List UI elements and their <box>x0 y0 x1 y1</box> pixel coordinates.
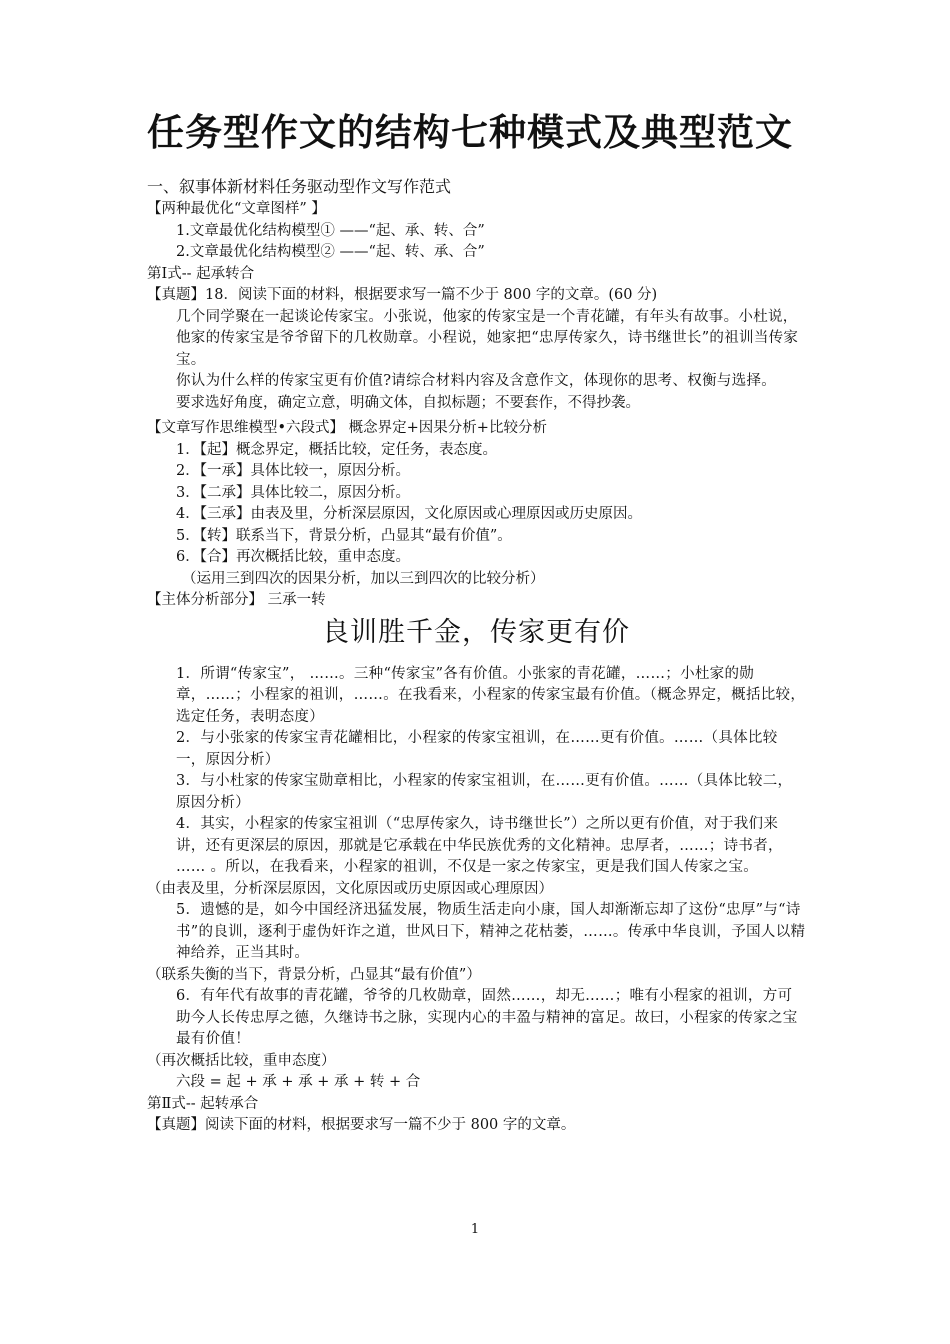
exam-1-paragraph-3: 要求选好角度，确定立意，明确文体，自拟标题；不要套作，不得抄袭。 <box>176 394 640 411</box>
essay-title: 良训胜千金，传家更有价 <box>322 616 630 648</box>
form-2-label: 第Ⅱ式-- 起转承合 <box>147 1095 259 1112</box>
exam-1-paragraph-1: 几个同学聚在一起谈论传家宝。小张说，他家的传家宝是一个青花罐，有年头有故事。小杜说，他家的传家宝是爷爷留下的几枚勋章。小程说，她家把“忠厚传家久，诗书继世长”的祖训当传家宝。 <box>176 308 799 368</box>
exam-1-label: 【真题】18．阅读下面的材料，根据要求写一篇不少于 800 字的文章。(60 分) <box>147 287 658 303</box>
model-1: 1.文章最优化结构模型① ——“起、承、转、合” <box>176 222 485 239</box>
step-3: 3．【二承】具体比较二，原因分析。 <box>176 484 410 501</box>
thinking-model: 【文章写作思维模型•六段式】 概念界定+因果分析+比较分析 <box>147 420 547 436</box>
form-1-label: 第Ⅰ式-- 起承转合 <box>147 265 255 282</box>
six-part-formula: 六段 = 起 + 承 + 承 + 承 + 转 + 合 <box>176 1074 421 1090</box>
step-4: 4．【三承】由表及里，分析深层原因，文化原因或心理原因或历史原因。 <box>176 506 642 522</box>
model-2: 2.文章最优化结构模型② ——“起、转、承、合” <box>176 244 485 260</box>
step-6: 6．【合】再次概括比较，重申态度。 <box>176 549 410 565</box>
essay-paragraph: 3．与小杜家的传家宝勋章相比，小程家的传家宝祖训，在……更有价值。……（具体比较二，原因分析） <box>176 773 793 811</box>
essay-paragraph: 2．与小张家的传家宝青花罐相比，小程家的传家宝祖训，在……更有价值。……（具体比较一，原因分析） <box>176 730 778 768</box>
essay-note: （联系失衡的当下，背景分析，凸显其“最有价值”） <box>147 966 481 983</box>
exam-2-label: 【真题】阅读下面的材料，根据要求写一篇不少于 800 字的文章。 <box>147 1117 576 1133</box>
step-2: 2．【一承】具体比较一，原因分析。 <box>176 463 410 479</box>
essay-note: （由表及里，分析深层原因，文化原因或历史原因或心理原因） <box>147 880 553 897</box>
essay-paragraph: 4．其实，小程家的传家宝祖训（“忠厚传家久，诗书继世长”）之所以更有价值，对于我们来讲，还有更深层的原因，那就是它承载在中华民族优秀的文化精神。忠厚者，……；诗书者， …… 。所以，在我看来，小程家的祖训，不仅是一家之传家宝，更是我们国人传家之宝。 <box>176 816 783 875</box>
essay-paragraph: 6．有年代有故事的青花罐，爷爷的几枚勋章，固然……，却无……；唯有小程家的祖训，方可助今人长传忠厚之德，久继诗书之脉，实现内心的丰盈与精神的富足。故曰，小程家的传家之宝最有价值！ <box>176 988 798 1047</box>
essay-paragraph: 5．遗憾的是，如今中国经济迅猛发展，物质生活走向小康，国人却渐渐忘却了这份“忠厚”与“诗书”的良训，逐利于虚伪奸诈之道，世风日下，精神之花枯萎，……。传承中华良训，予国人以精神给养，正当其时。 <box>176 902 806 961</box>
step-5: 5．【转】联系当下，背景分析，凸显其“最有价值”。 <box>176 527 512 544</box>
page-number: 1 <box>470 1222 480 1237</box>
optimize-header: 【两种最优化“文章图样” 】 <box>147 201 326 217</box>
essay-note: （再次概括比较，重申态度） <box>147 1052 336 1069</box>
document-title: 任务型作文的结构七种模式及典型范文 <box>147 111 793 154</box>
essay-paragraph: 1．所谓“传家宝”， ……。三种“传家宝”各有价值。小张家的青花罐，……；小杜家的勋章，……；小程家的祖训，……。在我看来，小程家的传家宝最有价值。（概念界定，概括比较，选定任务，表明态度） <box>176 665 806 725</box>
main-analysis: 【主体分析部分】 三承一转 <box>147 592 326 608</box>
steps-note: （运用三到四次的因果分析，加以三到四次的比较分析） <box>182 570 545 587</box>
exam-1-paragraph-2: 你认为什么样的传家宝更有价值?请综合材料内容及含意作文，体现你的思考、权衡与选择。 <box>176 373 777 389</box>
section-heading: 一、叙事体新材料任务驱动型作文写作范式 <box>147 177 452 196</box>
step-1: 1．【起】概念界定，概括比较，定任务，表态度。 <box>176 441 497 458</box>
document-body <box>147 175 807 1137</box>
